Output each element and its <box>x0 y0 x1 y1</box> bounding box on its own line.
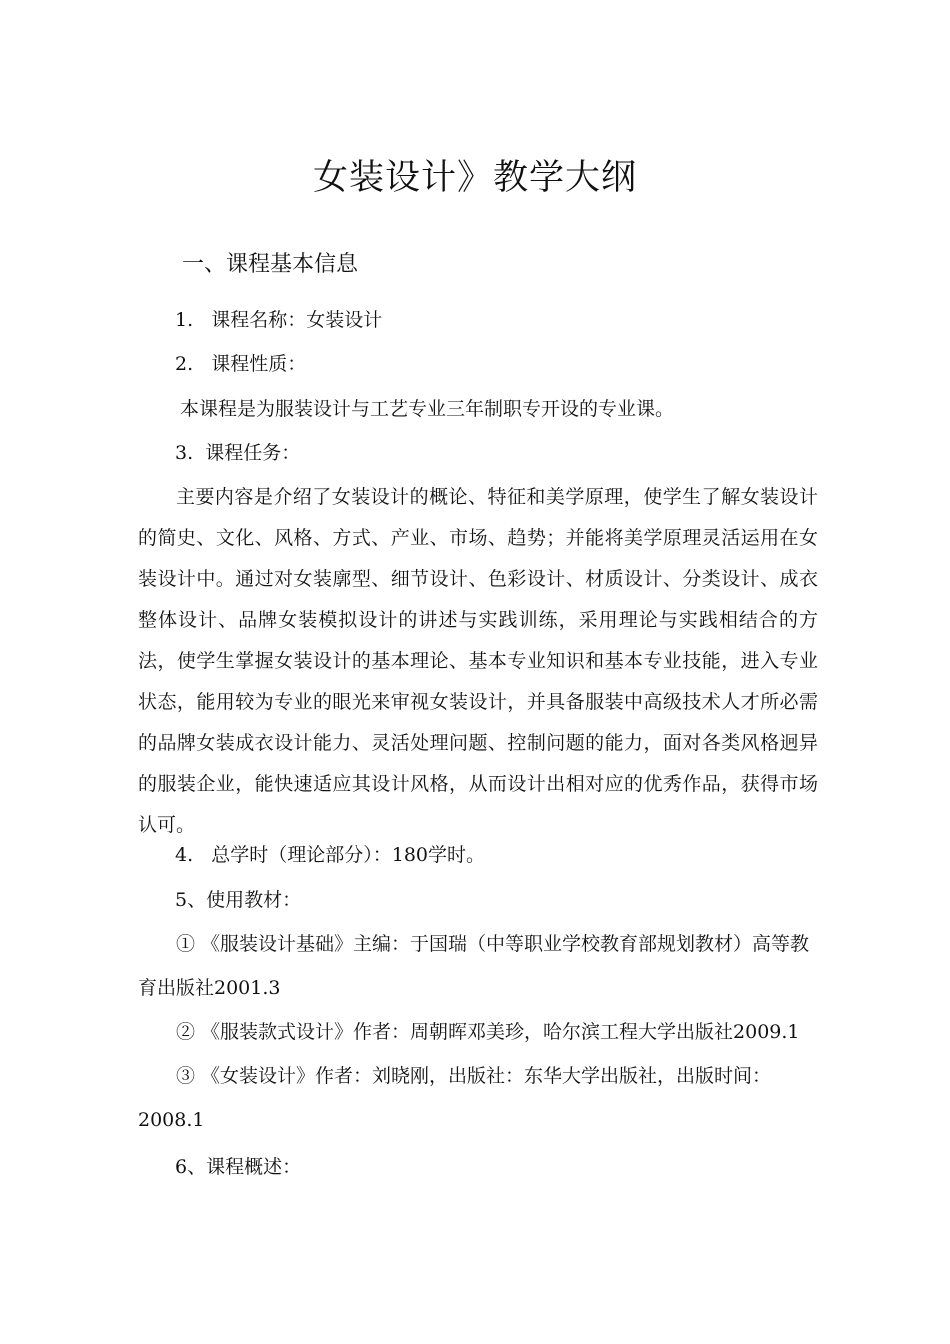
textbooks-label: 5、使用教材： <box>175 889 302 911</box>
course-task-label: 3. 课程任务： <box>175 442 301 464</box>
course-nature-text: 本课程是为服装设计与工艺专业三年制职专开设的专业课。 <box>180 398 675 420</box>
course-task-paragraph: 主要内容是介绍了女装设计的概论、特征和美学原理，使学生了解女装设计的简史、文化、风格、方式、产业、市场、趋势；并能将美学原理灵活运用在女装设计中。通过对女装廓型、细节设计、色彩设计、材质设计、分类设计、成衣整体设计、品牌女装模拟设计的讲述与实践训练，采用理论与实践相结合的方法，使学生掌握女装设计的基本理论、基本专业知识和基本专业技能，进入专业状态，能用较为专业的眼光来审视女装设计，并具备服装中高级技术人才所必需的品牌女装成衣设计能力、灵活处理问题、控制问题的能力，面对各类风格迥异的服装企业，能快速适应其设计风格，从而设计出相对应的优秀作品，获得市场认可。 <box>138 486 818 836</box>
document-title: 女装设计》教学大纲 <box>312 158 637 198</box>
course-nature-label: 2. 课程性质： <box>175 353 307 375</box>
textbook-item-2: ② 《服装款式设计》作者：周朝晖邓美珍，哈尔滨工程大学出版社2009.1 <box>176 1021 800 1043</box>
textbook-item-3: ③ 《女装设计》作者：刘晓刚，出版社：东华大学出版社，出版时间：2008.1 <box>138 1065 772 1131</box>
course-name-line: 1. 课程名称：女装设计 <box>175 309 383 331</box>
course-overview-label: 6、课程概述： <box>175 1156 302 1178</box>
section-heading-basic-info: 一、课程基本信息 <box>182 252 359 277</box>
textbook-item-1: ① 《服装设计基础》主编：于国瑞（中等职业学校教育部规划教材）高等教育出版社2001.3 <box>138 933 810 999</box>
total-hours-line: 4. 总学时（理论部分）：180学时。 <box>175 844 486 866</box>
